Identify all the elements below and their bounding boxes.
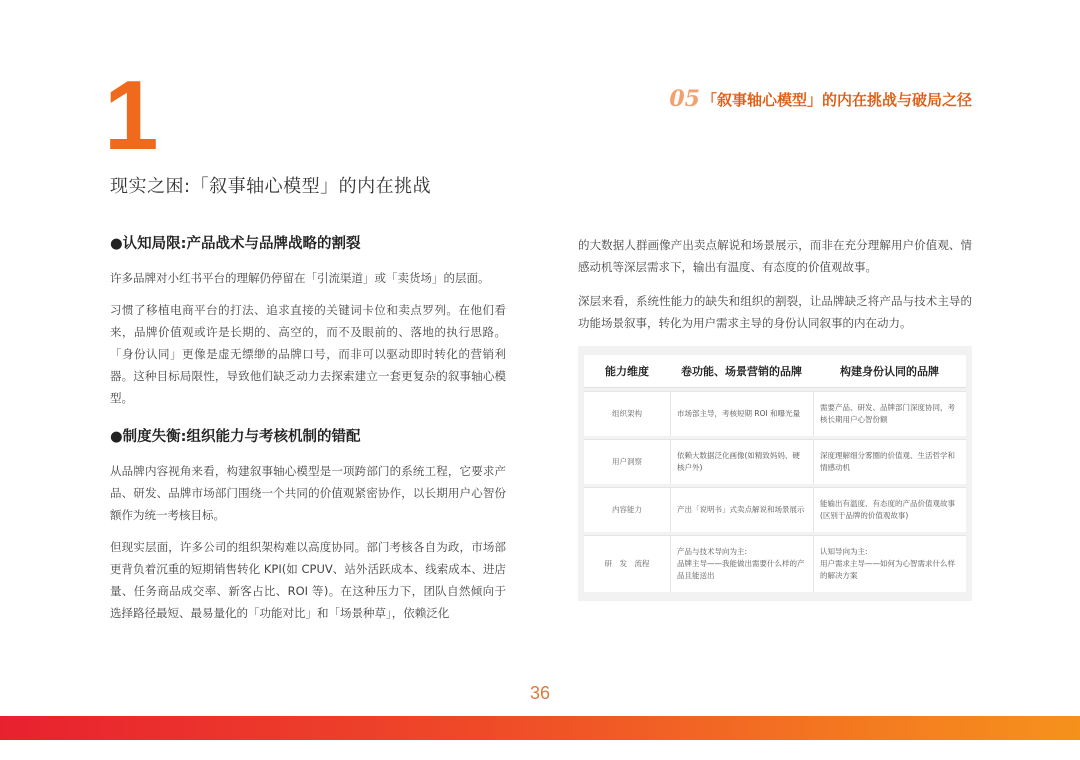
- table-cell: 深度理解细分雾圈的价值观、生活哲学和情感动机: [813, 439, 966, 484]
- paragraph: 习惯了移植电商平台的打法、追求直接的关键词卡位和卖点罗列。在他们看来，品牌价值观或许是长期的、高空的，而不及眼前的、落地的执行思路。「身份认同」更像是虚无缥缈的品牌口号，而非可以驱动即时转化的营销利器。这种目标局限性，导致他们缺乏动力去探索建立一套更复杂的叙事轴心模型。: [110, 303, 506, 405]
- left-column: [110, 232, 506, 634]
- paragraph: 深层来看，系统性能力的缺失和组织的割裂，让品牌缺乏将产品与技术主导的功能场景叙事，转化为用户需求主导的身份认同叙事的内在动力。: [578, 294, 972, 330]
- table-header-cell: 能力维度: [584, 355, 670, 388]
- subheading-cognitive-limits: ●认知局限:产品战术与品牌战略的割裂: [110, 236, 361, 252]
- footer-gradient-bar: [0, 716, 1080, 740]
- comparison-table-card: [578, 346, 972, 601]
- page-number: 36: [529, 683, 551, 703]
- table-cell-dimension: 内容能力: [584, 487, 670, 532]
- table-header-cell: 卷功能、场景营销的品牌: [670, 355, 813, 388]
- paragraph: 从品牌内容视角来看，构建叙事轴心模型是一项跨部门的系统工程，它要求产品、研发、品牌市场部门围绕一个共同的价值观紧密协作，以长期用户心智份额作为统一考核目标。: [110, 464, 506, 522]
- table-row: [584, 487, 966, 532]
- subheading-institutional-imbalance: ●制度失衡:组织能力与考核机制的错配: [110, 429, 361, 445]
- table-cell: 产出「说明书」式卖点解说和场景展示: [670, 487, 813, 532]
- table-cell-dimension: 研 发 流程: [584, 535, 670, 592]
- table-cell: 产品与技术导向为主: 品牌主导——我能做出需要什么样的产品且能送出: [670, 535, 813, 592]
- right-column: [578, 234, 972, 601]
- table-cell-dimension: 组织架构: [584, 391, 670, 436]
- table-row: [584, 391, 966, 436]
- paragraph: 但现实层面，许多公司的组织架构难以高度协同。部门考核各自为政，市场部更背负着沉重的短期销售转化 KPI(如 CPUV、站外活跃成本、线索成本、进店量、任务商品成交率、新客占比、ROI 等)。在这种压力下，团队自然倾向于选择路径最短、最易量化的「功能对比」和「场景种草」，依赖泛化: [110, 540, 506, 620]
- table-cell: 能输出有温度、有态度的产品价值观故事(区别于品牌的价值观故事): [813, 487, 966, 532]
- table-header-cell: 构建身份认同的品牌: [813, 355, 966, 388]
- table-cell: 认知导向为主: 用户需求主导——如何为心智需求什么样的解决方案: [813, 535, 966, 592]
- table-cell: 市场部主导，考核短期 ROI 和曝光量: [670, 391, 813, 436]
- table-row: [584, 535, 966, 592]
- table-header-row: [584, 355, 966, 388]
- table-cell-dimension: 用户洞察: [584, 439, 670, 484]
- table-row: [584, 439, 966, 484]
- chapter-header: [669, 86, 972, 112]
- section-title: 现实之困:「叙事轴心模型」的内在挑战: [110, 176, 432, 197]
- table-cell: 依赖大数据泛化画像(如精致妈妈、硬核户外): [670, 439, 813, 484]
- chapter-title: 「叙事轴心模型」的内在挑战与破局之径: [701, 90, 972, 109]
- paragraph: 的大数据人群画像产出卖点解说和场景展示，而非在充分理解用户价值观、情感动机等深层需求下，输出有温度、有态度的价值观故事。: [578, 238, 972, 274]
- comparison-table: [584, 352, 966, 595]
- chapter-number: 05: [669, 86, 700, 112]
- section-number: 1: [104, 60, 159, 170]
- table-cell: 需要产品、研发、品牌部门深度协同，考核长期用户心智份额: [813, 391, 966, 436]
- paragraph: 许多品牌对小红书平台的理解仍停留在「引流渠道」或「卖货场」的层面。: [110, 271, 490, 285]
